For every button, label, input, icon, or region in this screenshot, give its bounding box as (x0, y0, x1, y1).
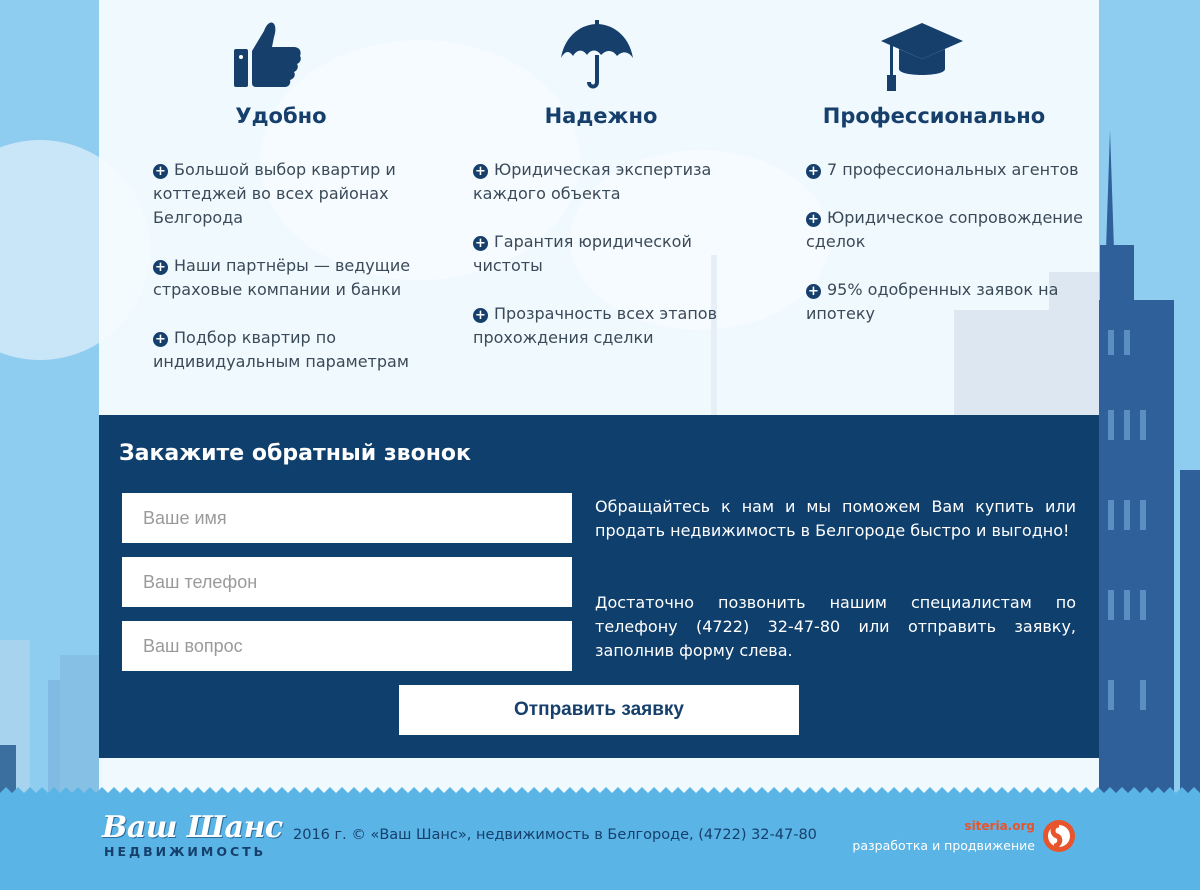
content-panel (99, 0, 1099, 795)
feature-list (153, 158, 443, 398)
list-item: + Гарантия юридической чистоты (473, 232, 692, 275)
list-item: + Подбор квартир по индивидуальным параметрам (153, 328, 409, 371)
plus-circle-icon: + (806, 212, 821, 227)
plus-circle-icon: + (153, 260, 168, 275)
feature-list (806, 158, 1096, 350)
callback-text-1: Обращайтесь к нам и мы поможем Вам купить или продать недвижимость в Белгороде быстро и выгодно! (595, 497, 1076, 540)
thumbs-up-icon (232, 14, 302, 94)
list-item: + 95% одобренных заявок на ипотеку (806, 280, 1059, 323)
callback-text-2: Достаточно позвонить нашим специалистам по телефону (4722) 32-47-80 или отправить заявку, заполнив форму слева. (595, 593, 1076, 660)
list-item: + 7 профессиональных агентов (806, 158, 1096, 182)
logo-subtitle: НЕДВИЖИМОСТЬ (104, 844, 267, 859)
plus-circle-icon: + (153, 164, 168, 179)
feature-title: Надежно (544, 104, 658, 128)
umbrella-icon (559, 16, 635, 96)
feature-list (473, 158, 763, 374)
plus-circle-icon: + (153, 332, 168, 347)
siteria-logo-icon[interactable] (1042, 818, 1076, 854)
list-item: + Юридическое сопровождение сделок (806, 208, 1083, 251)
feature-title: Профессионально (822, 104, 1046, 128)
features-section (99, 0, 1099, 415)
plus-circle-icon: + (473, 308, 488, 323)
plus-circle-icon: + (473, 236, 488, 251)
plus-circle-icon: + (806, 284, 821, 299)
callback-section (99, 415, 1099, 758)
name-input[interactable] (122, 493, 572, 543)
list-item: + Наши партнёры — ведущие страховые компании и банки (153, 256, 411, 299)
submit-button[interactable]: Отправить заявку (399, 685, 799, 735)
plus-circle-icon: + (806, 164, 821, 179)
list-item: + Прозрачность всех этапов прохождения сделки (473, 304, 717, 347)
callback-title: Закажите обратный звонок (119, 441, 471, 466)
phone-input[interactable] (122, 557, 572, 607)
developer-caption[interactable]: разработка и продвижение (852, 838, 1035, 853)
graduation-cap-icon (879, 18, 965, 98)
plus-circle-icon: + (473, 164, 488, 179)
developer-link[interactable]: siteria.org (964, 819, 1035, 833)
list-item: + Юридическая экспертиза каждого объекта (473, 160, 712, 203)
copyright-text: 2016 г. © «Ваш Шанс», недвижимость в Белгороде, (4722) 32-47-80 (293, 827, 817, 843)
feature-title: Удобно (235, 104, 327, 128)
list-item: + Большой выбор квартир и коттеджей во всех районах Белгорода (153, 160, 396, 227)
logo-title[interactable]: Ваш Шанс (102, 810, 283, 845)
question-input[interactable] (122, 621, 572, 671)
